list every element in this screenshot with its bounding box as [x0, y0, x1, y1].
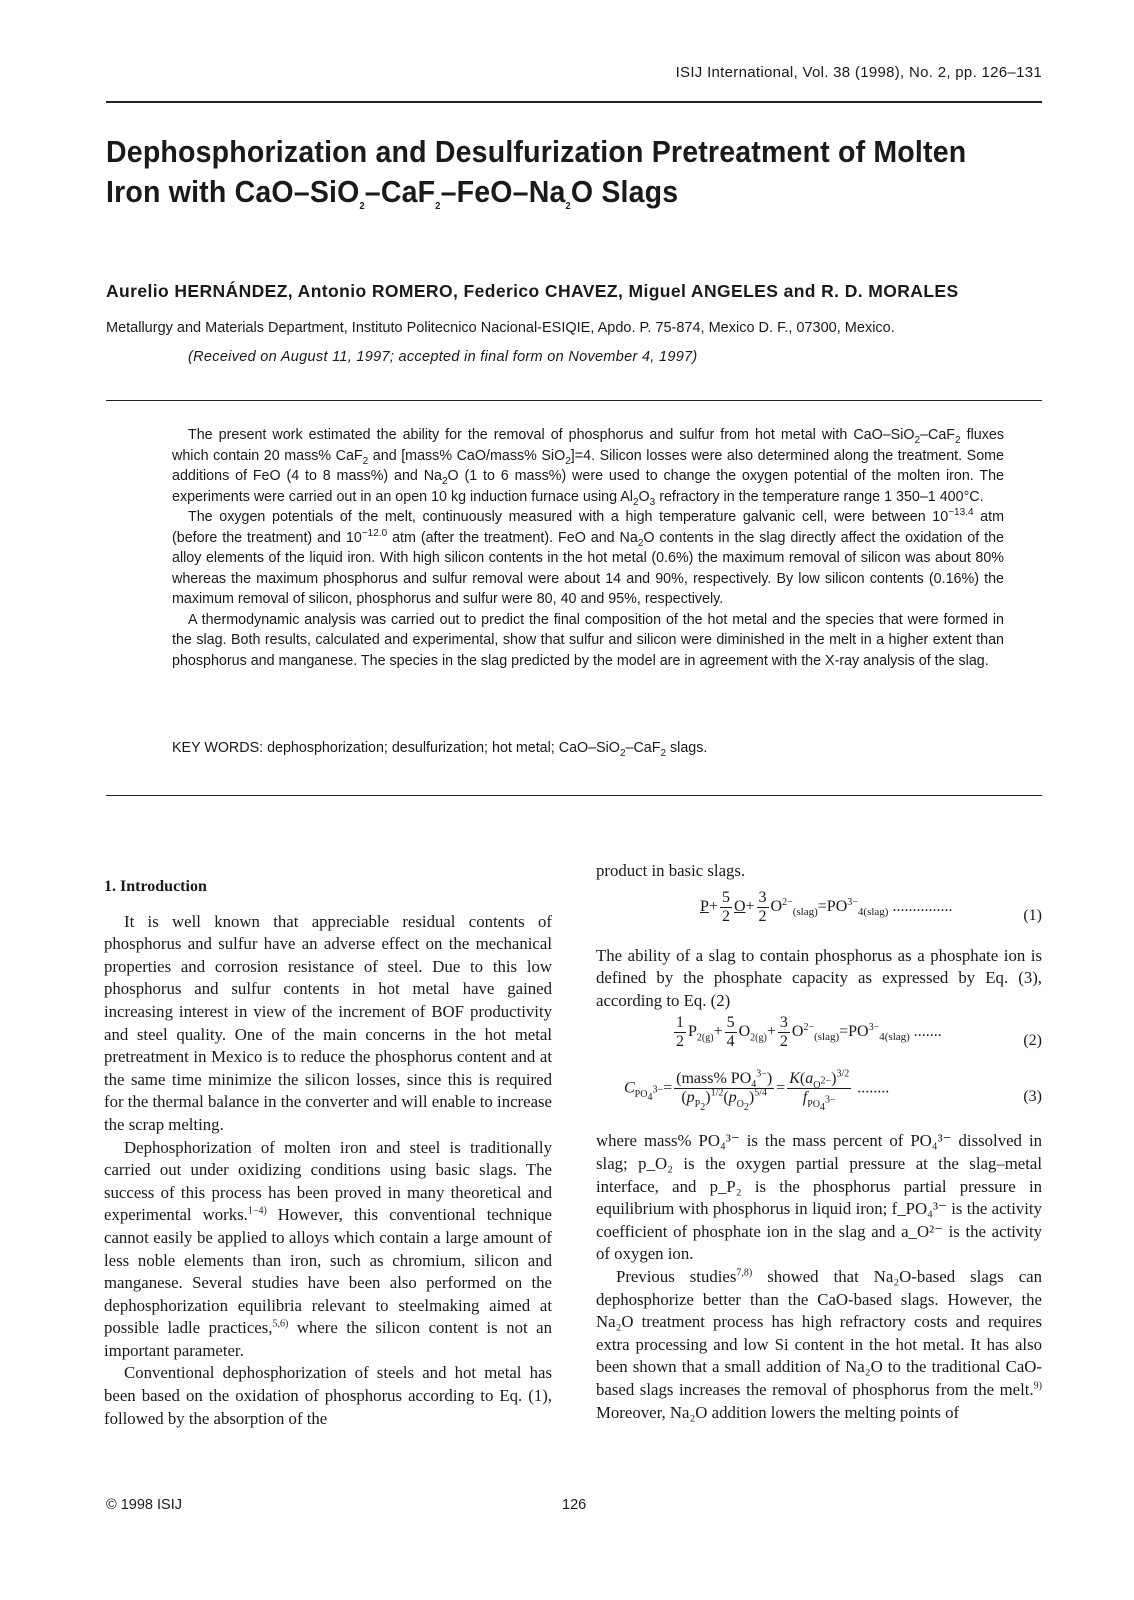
equation-2-number: (2) — [1023, 1032, 1042, 1050]
section-heading-introduction: 1. Introduction — [104, 878, 207, 895]
author-list: Aurelio HERNÁNDEZ, Antonio ROMERO, Federico CHAVEZ, Miguel ANGELES and R. D. MORALES — [106, 281, 959, 301]
equation-definitions: where mass% PO₄³⁻ is the mass percent of PO₄³⁻ dissolved in slag; p_O₂ is the oxygen partial pressure at the slag–metal interface, and p_P₂ is the phosphorus partial pressure in equilibrium with phosphorus in liquid iron; f_PO₄³⁻ is the activity coefficient of phosphate ion in the slag and a_O²⁻ is the activity of oxygen ion. — [596, 1131, 1042, 1264]
received-dates: (Received on August 11, 1997; accepted in final form on November 4, 1997) — [188, 349, 698, 365]
intro-paragraph-1: It is well known that appreciable residual contents of phosphorus and sulfur have an adverse effect on the mechanical properties and corrosion resistance of steel. Due to this low phosphorus and sulfur contents in hot metal have gained increasing interest in view of the increment of BOF productivity and steel quality. One of the main concerns in the hot metal pretreatment in Mexico is to reduce the phosphorus content and at the same time minimize the silicon losses, since this is required for the thermal balance in the converter and will enable to increase the scrap melting. — [104, 911, 552, 1134]
title-line-1: Dephosphorization and Desulfurization Pretreatment of Molten — [106, 134, 967, 169]
phosphate-capacity-text: The ability of a slag to contain phosphorus as a phosphate ion is defined by the phosphate capacity as expressed by Eq. (3), according to Eq. (2) — [596, 945, 1042, 1010]
paper-title — [106, 132, 971, 212]
copyright: © 1998 ISIJ — [106, 1497, 182, 1513]
abstract-paragraph-2: The oxygen potentials of the melt, continuously measured with a high temperature galvanic cell, were between $10^{-13.4}$ atm (before the treatment) and $10^{-12.0}$ atm (after the treatment). FeO and $Na_2O$ contents in the slag directly affect the oxidation of the alloy elements of the liquid iron. With high silicon contents in the hot metal (0.6%) the maximum removal of silicon was about 80% whereas the maximum phosphorus and sulfur removal were about 14 and 90%, respectively. By low silicon contents (0.16%) the maximum removal of silicon, phosphorus and sulfur were 80, 40 and 95%, respectively. — [172, 507, 1004, 607]
page-number: 126 — [562, 1497, 587, 1513]
equation-1: P+ $\frac{5}{2}$ O+ $\frac{3}{2}$ $O^{2-}_{(slag)}=PO^{3-}_{4(slag)}$ ............... (1) — [596, 889, 1042, 943]
right-column — [596, 860, 1042, 1424]
equation-2: $\frac{1}{2}$ $P_{2(g)}+$ $\frac{5}{4}$ $O_{2(g)}+$ $\frac{3}{2}$ $O^{2-}_{(slag)}=PO^{3-}_{4(slag)}$ ....... (2) — [596, 1014, 1042, 1068]
header-rule — [106, 101, 1042, 103]
left-column — [104, 876, 552, 1430]
affiliation: Metallurgy and Materials Department, Instituto Politecnico Nacional-ESIQIE, Apdo. P. 75-874, Mexico D. F., 07300, Mexico. — [106, 320, 895, 336]
equation-1-number: (1) — [1023, 906, 1042, 924]
previous-studies-paragraph: Previous studies$^{7,8)}$ showed that Na₂O-based slags can dephosphorize better than the CaO-based slags. However, the Na₂O treatment process has high refractory costs and requires extra processing and low Si content in the hot metal. It has also been shown that a small addition of Na₂O to the traditional CaO-based slags increases the removal of phosphorus from the melt.$^{9)}$ Moreover, Na₂O addition lowers the melting points of — [596, 1266, 1043, 1422]
title-line-2: Iron with CaO–$SiO_2-CaF_2-FeO-Na_2O$ Slags — [106, 174, 679, 213]
keywords: KEY WORDS: dephosphorization; desulfurization; hot metal; CaO–SiO$_2$–CaF$_2$ slags. — [172, 740, 708, 759]
abstract-paragraph-1: The present work estimated the ability for the removal of phosphorus and sulfur from hot metal with CaO–SiO$_2$–CaF$_2$ fluxes which contain 20 mass% CaF$_2$ and [mass% CaO/mass% SiO$_2$]=4. Silicon losses were also determined along the treatment. Some additions of FeO (4 to 8 mass%) and $Na_2O$ (1 to 6 mass%) were used to change the oxygen potential of the molten iron. The experiments were carried out in an open 10 kg induction furnace using $Al_2O_3$ refractory in the temperature range 1 350–1 400°C. — [172, 427, 1005, 508]
intro-paragraph-2: Dephosphorization of molten iron and steel is traditionally carried out under oxidizing conditions using basic slags. The success of this process has been proved in many theoretical and experimental works.$^{1-4)}$ However, this conventional technique cannot easily be applied to alloys which contain a large amount of less noble elements than iron, such as chromium, silicon and manganese. Several studies have been also performed on the dephosphorization equilibria relevant to steelmaking aimed at possible ladle practices,$^{5,6)}$ where the silicon content is not an important parameter. — [104, 1137, 552, 1360]
equation-3: $C_{PO_4^{3-}}=$ $\frac{(mass\% PO_4^{3-})}{(p_{P_2})^{1/2}(p_{O_2})^{5/4}}$ = $\frac{K(a_{O^{2-}})^{3/2}}{f_{PO_4^{3-}}}$ ........ (3) — [624, 1069, 1042, 1113]
abstract — [172, 425, 1004, 671]
equation-3-number: (3) — [1023, 1088, 1042, 1106]
abstract-bottom-rule — [106, 795, 1042, 796]
continued-text: product in basic slags. — [596, 861, 746, 880]
abstract-paragraph-3: A thermodynamic analysis was carried out to predict the final composition of the hot metal and the species that were formed in the slag. Both results, calculated and experimental, show that sulfur and silicon were diminished in the melt in a higher extent than phosphorus and manganese. The species in the slag predicted by the model are in agreement with the X-ray analysis of the slag. — [172, 611, 1004, 669]
abstract-top-rule — [106, 400, 1042, 401]
journal-reference: ISIJ International, Vol. 38 (1998), No. 2, pp. 126–131 — [675, 64, 1042, 81]
intro-paragraph-3: Conventional dephosphorization of steels and hot metal has been based on the oxidation of phosphorus according to Eq. (1), followed by the absorption of the — [104, 1363, 552, 1428]
